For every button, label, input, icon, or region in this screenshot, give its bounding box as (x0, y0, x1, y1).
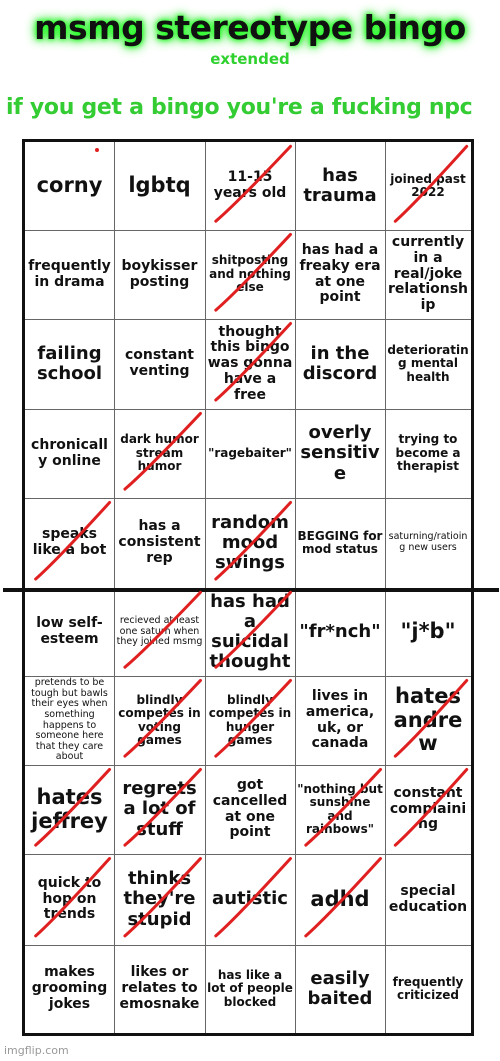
bingo-cell[interactable]: hates andrew (393, 684, 463, 756)
bingo-cell[interactable]: special education (388, 882, 468, 915)
bingo-cell[interactable]: thought this bingo was gonna have a free (207, 323, 293, 403)
bingo-cell[interactable]: speaks like a bot (32, 526, 107, 558)
bingo-cell[interactable]: joined past 2022 (390, 171, 466, 199)
bingo-cell[interactable]: makes grooming jokes (31, 964, 108, 1012)
bingo-cell[interactable]: easily baited (307, 967, 373, 1009)
bingo-cell[interactable]: has had a suicidal thought (209, 590, 291, 673)
bingo-cell[interactable]: quick to hop on trends (37, 874, 102, 923)
imgflip-watermark: imgflip.com (4, 1044, 69, 1057)
bingo-cell[interactable]: shitposting and nothing else (209, 253, 291, 295)
bingo-cell[interactable]: 11-15 years old (213, 169, 287, 201)
bingo-board (22, 139, 474, 1036)
bingo-cell[interactable]: frequently in drama (28, 257, 111, 290)
bingo-cell[interactable]: dark humor stream humor (120, 432, 199, 474)
bingo-cell[interactable]: regrets a lot of stuff (122, 778, 197, 840)
bingo-cell[interactable]: has a consistent rep (118, 518, 201, 566)
bingo-cell[interactable]: has like a lot of people blocked (207, 967, 293, 1009)
bingo-cell[interactable]: failing school (36, 342, 103, 384)
bingo-cell[interactable]: adhd (310, 886, 370, 911)
bingo-cell[interactable]: corny (36, 173, 103, 198)
bingo-cell[interactable]: thinks they're stupid (123, 868, 196, 930)
bingo-cell[interactable]: hates jeffrey (31, 784, 108, 833)
bingo-tagline: if you get a bingo you're a fucking npc (6, 95, 473, 120)
bingo-cell[interactable]: BEGGING for mod status (297, 528, 383, 556)
bingo-cell[interactable]: currently in a real/joke relationship (387, 234, 469, 313)
bingo-cell[interactable]: deteriorating mental health (387, 342, 469, 384)
bingo-cell[interactable]: "j*b" (400, 619, 456, 644)
bingo-cell[interactable]: overly sensitive (300, 422, 380, 484)
bingo-cell[interactable]: "nothing but sunshine and rainbows" (297, 781, 383, 836)
bingo-cell[interactable]: got cancelled at one point (212, 777, 288, 841)
bingo-cell[interactable]: chronically online (31, 436, 108, 469)
bingo-cell[interactable]: blindly competes in hunger games (208, 692, 292, 747)
bingo-cell[interactable]: low self-esteem (36, 615, 103, 647)
bingo-cell[interactable]: lgbtq (128, 173, 191, 198)
bingo-subtitle: extended (210, 50, 290, 68)
bingo-cell[interactable]: recieved at least one saturn when they joined msmg (116, 615, 203, 648)
bingo-cell[interactable]: blindly competes in voting games (118, 692, 201, 747)
bingo-cell[interactable]: "ragebaiter" (208, 445, 292, 460)
bingo-cell[interactable]: autistic (212, 888, 288, 910)
bingo-cell[interactable]: has trauma (303, 164, 377, 206)
bingo-cell[interactable]: constant complaining (389, 784, 467, 833)
bingo-cell[interactable]: boykisser posting (121, 257, 198, 290)
bingo-cell[interactable]: trying to become a therapist (395, 432, 461, 474)
bingo-cell[interactable]: constant venting (124, 347, 194, 379)
bingo-cell[interactable]: frequently criticized (392, 974, 464, 1002)
bingo-title: msmg stereotype bingo (34, 8, 466, 47)
bingo-cell[interactable]: "fr*nch" (299, 620, 381, 642)
bingo-cell[interactable]: has had a freaky era at one point (299, 242, 381, 306)
bingo-cell[interactable]: pretends to be tough but bawls their eyes when something happens to someone here that they care about (31, 677, 108, 763)
bingo-cell[interactable]: lives in america, uk, or canada (305, 688, 375, 752)
bingo-cell[interactable]: saturning/ratioing new users (388, 531, 468, 553)
bingo-cell[interactable]: random mood swings (211, 511, 289, 574)
bingo-cell[interactable]: likes or relates to emosnake (119, 964, 200, 1012)
bingo-cell[interactable]: in the discord (302, 342, 378, 384)
